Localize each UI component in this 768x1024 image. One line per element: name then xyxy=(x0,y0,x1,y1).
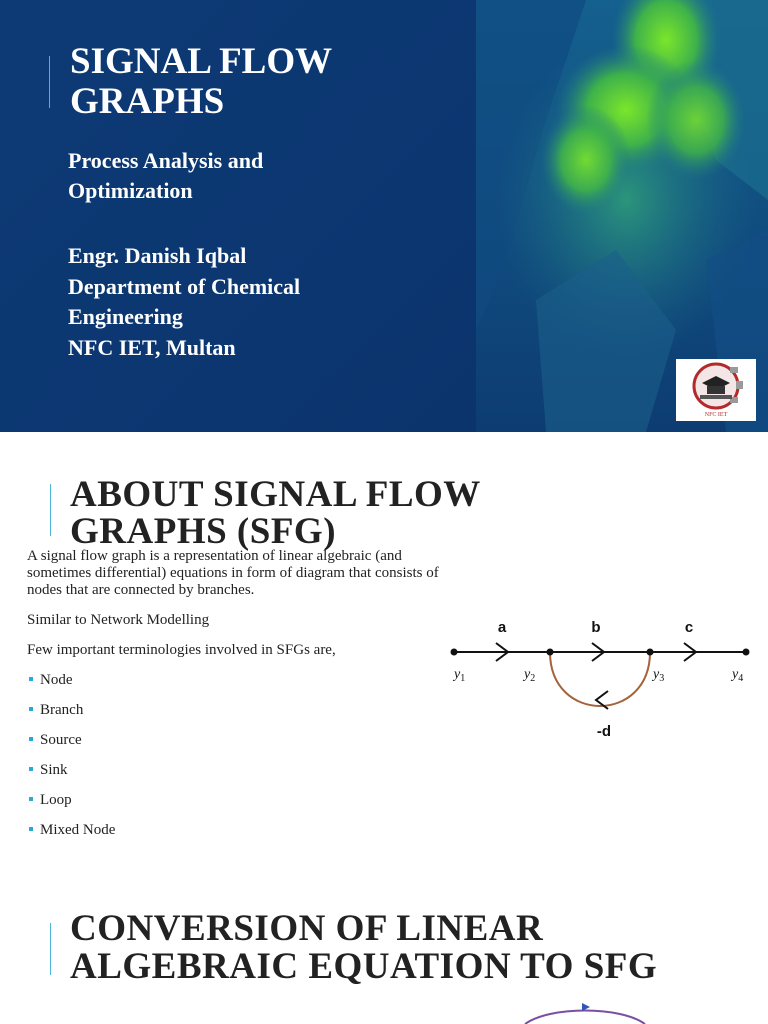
node-label: $y_1$ xyxy=(454,667,466,684)
node-dot xyxy=(647,649,654,656)
node-dot xyxy=(451,649,458,656)
bullet-icon xyxy=(29,707,33,711)
title-slide xyxy=(0,0,768,432)
bullet-icon xyxy=(29,827,33,831)
list-item: Sink xyxy=(27,762,447,779)
partial-diagram-arc xyxy=(520,994,650,1024)
bullet-icon xyxy=(29,797,33,801)
author-name: Engr. Danish Iqbal xyxy=(68,243,247,268)
bullet-icon xyxy=(29,767,33,771)
slide-title: ABOUT SIGNAL FLOW GRAPHS (SFG) xyxy=(70,474,481,552)
node-dot xyxy=(547,649,554,656)
terminology-intro: Few important terminologies involved in SFGs are, xyxy=(27,642,336,658)
author-institute: NFC IET, Multan xyxy=(68,334,236,360)
bullet-icon xyxy=(29,677,33,681)
list-item: Node xyxy=(27,672,447,689)
slide-title: SIGNAL FLOW GRAPHS xyxy=(70,41,333,122)
about-sfg-slide xyxy=(0,432,768,864)
signal-flow-graph-diagram xyxy=(446,612,756,742)
list-item: Mixed Node xyxy=(27,822,447,839)
branch-label: a xyxy=(497,619,507,636)
author-department-cont: Engineering xyxy=(68,304,183,329)
definition-paragraph: A signal flow graph is a representation of linear algebraic (and sometimes differential) equations in form of diagram that consists of nodes that are connected by branches. xyxy=(27,548,439,598)
similarity-paragraph: Similar to Network Modelling xyxy=(27,612,210,628)
slide-subtitle: Process Analysis and Optimization xyxy=(68,148,264,203)
author-department: Department of Chemical xyxy=(68,273,301,299)
node-label: $y_2$ xyxy=(524,667,536,684)
slide-title: CONVERSION OF LINEAR ALGEBRAIC EQUATION TO SFG xyxy=(70,908,658,987)
list-item: Source xyxy=(27,732,447,749)
list-item: Loop xyxy=(27,792,447,809)
node-label: $y_4$ xyxy=(732,667,744,684)
author-block xyxy=(68,241,300,363)
loop-label: -d xyxy=(596,723,612,740)
conversion-slide xyxy=(0,864,768,1024)
terminology-list xyxy=(27,672,447,839)
institute-logo xyxy=(676,359,756,421)
logo-text: NFC IET xyxy=(704,412,728,418)
list-item: Branch xyxy=(27,702,447,719)
bullet-icon xyxy=(29,737,33,741)
branch-label: c xyxy=(684,619,694,636)
node-dot xyxy=(743,649,750,656)
node-label: $y_3$ xyxy=(653,667,665,684)
accent-rule xyxy=(50,923,51,975)
accent-rule xyxy=(50,484,51,536)
branch-label: b xyxy=(591,619,601,636)
slide-body xyxy=(27,548,447,852)
accent-rule xyxy=(49,56,50,108)
